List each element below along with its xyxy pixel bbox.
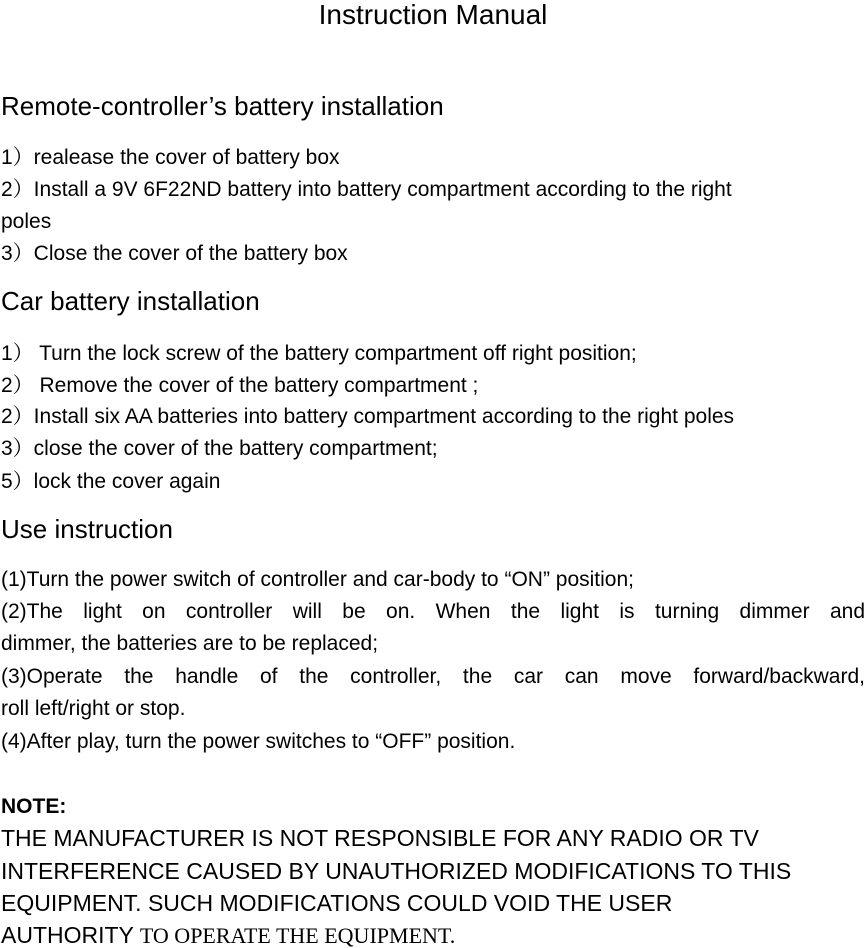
- use-step-3-cont: roll left/right or stop.: [1, 697, 186, 720]
- note-line-1: THE MANUFACTURER IS NOT RESPONSIBLE FOR ANY RADIO OR TV: [1, 825, 759, 851]
- car-step-5: 5）lock the cover again: [1, 470, 221, 493]
- note-line-3: EQUIPMENT. SUCH MODIFICATIONS COULD VOID THE USER: [1, 890, 673, 916]
- note-line-4-serif: TO OPERATE THE EQUIPMENT.: [139, 923, 456, 948]
- note-line-4: [1, 924, 455, 947]
- car-step-2b: 2）Install six AA batteries into battery compartment according to the right poles: [1, 405, 735, 428]
- car-step-3: 3）close the cover of the battery compartment;: [1, 437, 438, 460]
- section-heading-use-instruction: Use instruction: [1, 514, 173, 544]
- use-step-2-cont: dimmer, the batteries are to be replaced;: [1, 632, 379, 655]
- note-label: NOTE:: [1, 795, 67, 818]
- use-step-4: (4)After play, turn the power switches to “OFF” position.: [1, 730, 516, 753]
- remote-step-1: 1）realease the cover of battery box: [1, 146, 340, 169]
- section-heading-remote-battery: Remote-controller’s battery installation: [1, 91, 444, 121]
- use-step-3: (3)Operate the handle of the controller, the car can move forward/backward,: [1, 665, 865, 688]
- car-step-2: 2） Remove the cover of the battery compartment ;: [1, 374, 479, 397]
- remote-step-2-cont: poles: [1, 210, 52, 233]
- use-step-2: (2)The light on controller will be on. When the light is turning dimmer and: [1, 600, 865, 623]
- use-step-1: (1)Turn the power switch of controller and car-body to “ON” position;: [1, 568, 634, 591]
- remote-step-3: 3）Close the cover of the battery box: [1, 242, 348, 265]
- note-line-4-sans: AUTHORITY: [1, 922, 140, 948]
- note-line-2: INTERFERENCE CAUSED BY UNAUTHORIZED MODIFICATIONS TO THIS: [1, 858, 792, 884]
- document-title: Instruction Manual: [318, 0, 548, 30]
- section-heading-car-battery: Car battery installation: [1, 286, 260, 316]
- remote-step-2: 2）Install a 9V 6F22ND battery into battery compartment according to the right: [1, 178, 732, 201]
- car-step-1: 1） Turn the lock screw of the battery compartment off right position;: [1, 342, 637, 365]
